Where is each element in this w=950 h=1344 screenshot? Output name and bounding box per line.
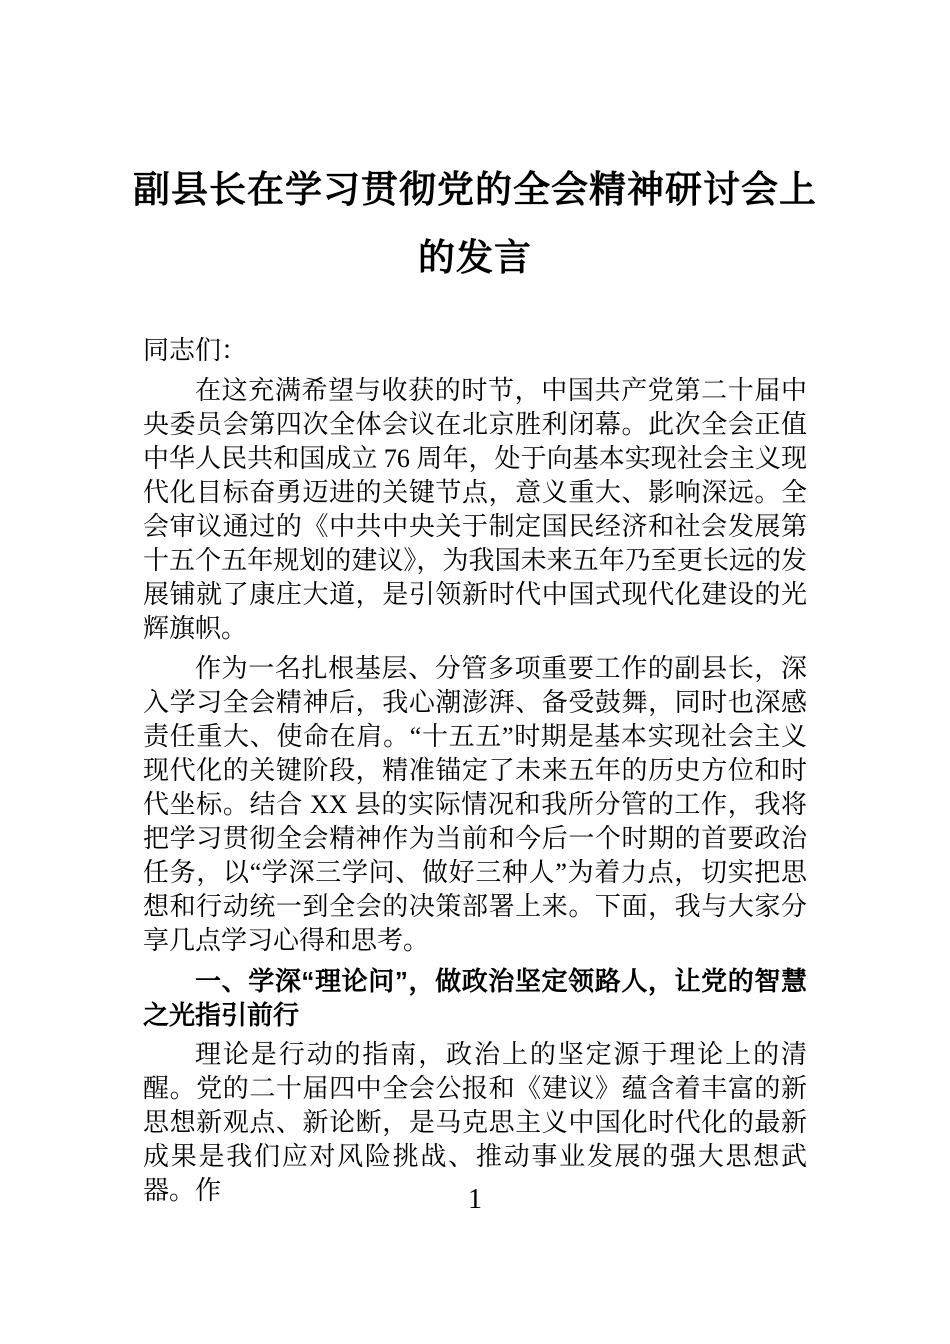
- salutation-paragraph: 同志们：: [143, 336, 248, 365]
- document-body: [143, 334, 807, 1208]
- body-paragraph-3: 理论是行动的指南，政治上的坚定源于理论上的清醒。党的二十届四中全会公报和《建议》蕴含着丰富的新思想新观点、新论断，是马克思主义中国化时代化的最新成果是我们应对风险挑战、推动事业发展的强大思想武器。作: [143, 1040, 807, 1205]
- body-paragraph-2: 作为一名扎根基层、分管多项重要工作的副县长，深入学习全会精神后，我心潮澎湃、备受鼓舞，同时也深感责任重大、使命在肩。“十五五”时期是基本实现社会主义现代化的关键阶段，精准锚定了未来五年的历史方位和时代坐标。结合 XX 县的实际情况和我所分管的工作，我将把学习贯彻全会精神作为当前和今后一个时期的首要政治任务，以“学深三学问、做好三种人”为着力点，切实把思想和行动统一到全会的决策部署上来。下面，我与大家分享几点学习心得和思考。: [143, 654, 807, 955]
- document-title: [0, 0, 950, 292]
- title-line-2: 的发言: [418, 237, 532, 278]
- body-paragraph-1: 在这充满希望与收获的时节，中国共产党第二十届中央委员会第四次全体会议在北京胜利闭幕。此次全会正值中华人民共和国成立 76 周年，处于向基本实现社会主义现代化目标奋勇迈进的关键节点，意义重大、影响深远。全会审议通过的《中共中央关于制定国民经济和社会发展第十五个五年规划的建议》，为我国未来五年乃至更长远的发展铺就了康庄大道，是引领新时代中国式现代化建设的光辉旗帜。: [143, 376, 807, 643]
- section-heading-1: 一、学深“理论问”，做政治坚定领路人，让党的智慧之光指引前行: [143, 966, 807, 1030]
- page-number: 1: [468, 1184, 482, 1215]
- title-line-1: 副县长在学习贯彻党的全会精神研讨会上: [133, 169, 817, 210]
